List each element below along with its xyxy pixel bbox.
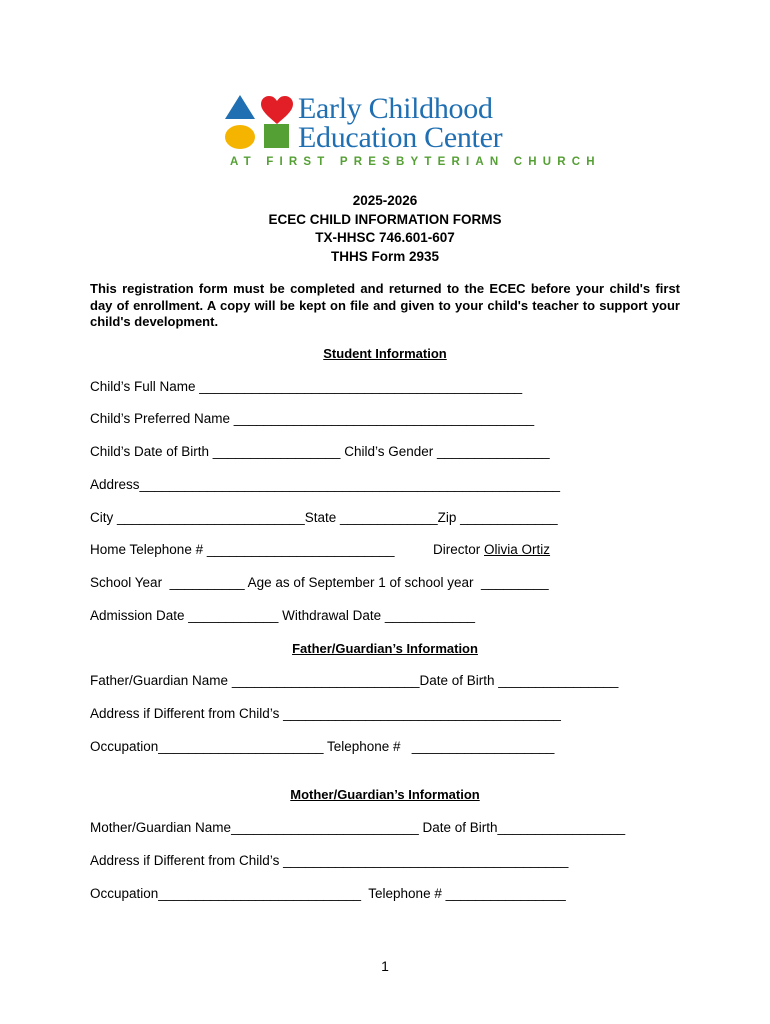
form-year: 2025-2026	[352, 193, 418, 208]
page-number: 1	[381, 958, 389, 974]
address-field[interactable]: Address________________________________________________________	[90, 477, 560, 492]
logo-tagline: AT FIRST PRESBYTERIAN CHURCH	[230, 156, 601, 168]
director-name: Olivia Ortiz	[484, 542, 551, 557]
city-state-zip-field[interactable]: City _________________________State _____________Zip _____________	[90, 510, 558, 525]
child-dob-gender-field[interactable]: Child’s Date of Birth _________________ Child’s Gender _______________	[90, 444, 550, 459]
logo-title-line1: Early Childhood	[298, 92, 493, 125]
child-full-name-field[interactable]: Child’s Full Name ___________________________________________	[90, 379, 523, 394]
director-field	[433, 542, 550, 557]
yellow-circle-icon	[224, 124, 256, 150]
ecec-logo	[222, 92, 601, 172]
form-number: THHS Form 2935	[330, 248, 440, 264]
mother-occupation-phone-field[interactable]: Occupation___________________________ Telephone # ________________	[90, 886, 566, 901]
father-address-field[interactable]: Address if Different from Child’s _____________________________________	[90, 706, 561, 721]
director-label: Director	[433, 542, 485, 557]
father-occupation-phone-field[interactable]: Occupation______________________ Telephone # ___________________	[90, 739, 555, 754]
form-regulation-code: TX-HHSC 746.601-607	[315, 230, 455, 245]
admission-withdrawal-field[interactable]: Admission Date ____________ Withdrawal Date ____________	[90, 608, 476, 623]
green-square-icon	[264, 124, 290, 150]
father-section-title: Father/Guardian’s Information	[292, 641, 478, 656]
father-name-dob-field[interactable]: Father/Guardian Name _________________________Date of Birth ________________	[90, 673, 619, 688]
student-section-title: Student Information	[323, 346, 447, 361]
mother-name-dob-field[interactable]: Mother/Guardian Name_________________________ Date of Birth_________________	[90, 820, 626, 835]
logo-title-line2: Education Center	[298, 121, 503, 154]
mother-section-title: Mother/Guardian’s Information	[290, 787, 480, 802]
intro-paragraph: This registration form must be completed and returned to the ECEC before your child's first day of enrollment. A copy will be kept on file and given to your child's teacher to support your child's development.	[90, 281, 680, 329]
child-preferred-name-field[interactable]: Child’s Preferred Name ________________________________________	[90, 411, 535, 426]
mother-address-field[interactable]: Address if Different from Child’s ______________________________________	[90, 853, 569, 868]
red-heart-icon	[260, 95, 294, 125]
home-telephone-field[interactable]: Home Telephone # _________________________	[90, 542, 395, 557]
school-year-age-field[interactable]: School Year __________ Age as of September 1 of school year _________	[90, 575, 549, 590]
form-heading	[0, 192, 770, 266]
blue-triangle-icon	[224, 94, 256, 120]
form-title: ECEC CHILD INFORMATION FORMS	[268, 211, 502, 227]
